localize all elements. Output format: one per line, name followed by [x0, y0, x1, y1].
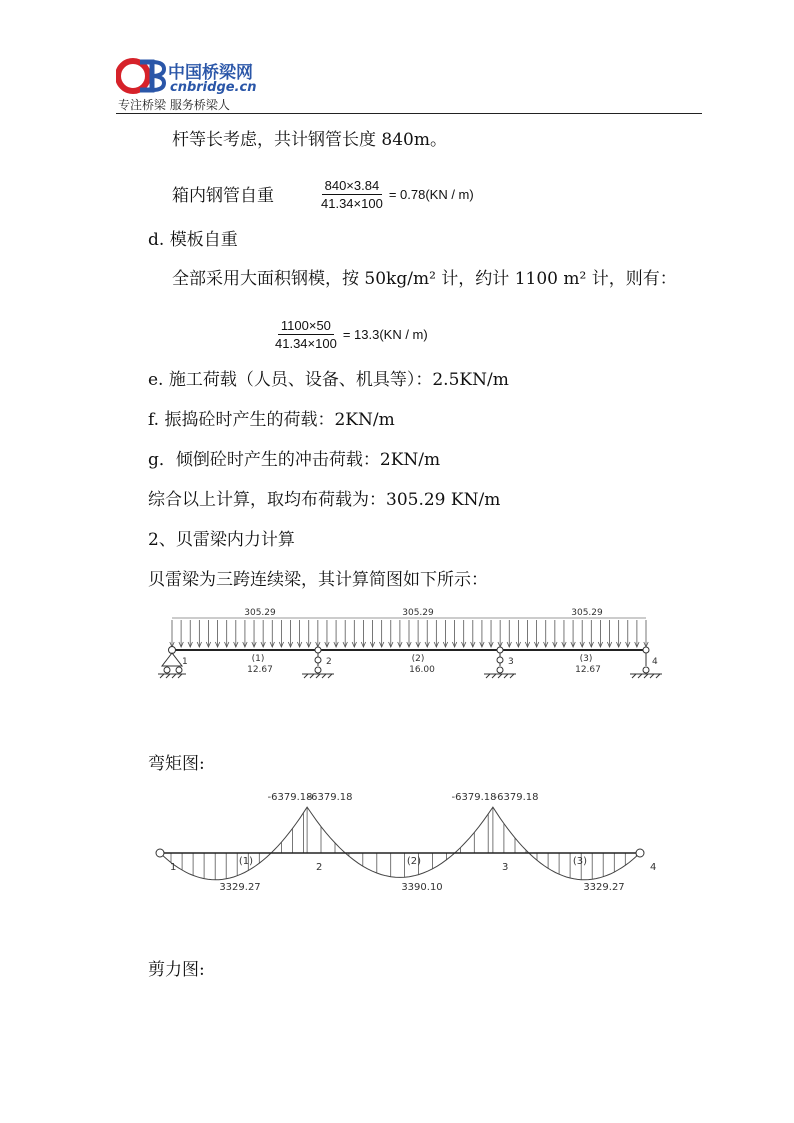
beam-description: 贝雷梁为三跨连续梁，其计算简图如下所示：	[148, 570, 488, 590]
summary-load: 综合以上计算，取均布荷载为：305.29 KN/m	[148, 490, 501, 510]
item-g: g．倾倒砼时产生的冲击荷载：2KN/m	[148, 450, 441, 470]
equation-formwork	[272, 318, 428, 351]
item-d: d. 模板自重	[148, 230, 238, 250]
eq2-denominator: 41.34×100	[275, 336, 337, 351]
load-label-3: 305.29	[571, 608, 603, 618]
moment-curve	[160, 807, 640, 880]
box-pipe-label: 箱内钢管自重	[172, 186, 274, 206]
eq1-denominator: 41.34×100	[321, 196, 383, 211]
load-label-1: 305.29	[244, 608, 276, 618]
shear-diagram-label: 剪力图:	[148, 960, 205, 980]
beam-node-3: 3	[508, 657, 514, 667]
cnbridge-logo-icon	[116, 58, 168, 94]
moment-diagram-label: 弯矩图:	[148, 754, 205, 774]
section-2-heading: 2、贝雷梁内力计算	[148, 530, 295, 550]
span-label-1: (1)	[251, 654, 265, 664]
span-length-3: 12.67	[575, 665, 601, 675]
beam-node-1: 1	[182, 657, 188, 667]
eq2-result: = 13.3(KN / m)	[342, 327, 428, 342]
moment-node-1: 1	[170, 862, 177, 873]
span-moment-label-2: 3390.10	[401, 882, 443, 893]
support-moment-label-1: -6379.18	[267, 792, 313, 803]
moment-node-1-marker	[156, 849, 164, 857]
item-f: f. 振捣砼时产生的荷载：2KN/m	[148, 410, 395, 430]
item-e: e. 施工荷载（人员、设备、机具等）：2.5KN/m	[148, 370, 509, 390]
formwork-text: 全部采用大面积钢模，按 50kg/m² 计，约计 1100 m² 计，则有：	[172, 269, 677, 289]
moment-hatch	[171, 807, 640, 880]
header-rule	[116, 113, 702, 114]
moment-node-2: 2	[316, 862, 323, 873]
load-label-2: 305.29	[402, 608, 434, 618]
line-pipe-length: 杆等长考虑，共计钢管长度 840m。	[172, 130, 447, 150]
moment-node-3: 3	[502, 862, 509, 873]
moment-node-4: 4	[650, 862, 657, 873]
beam-diagram	[150, 600, 680, 692]
load-arrows	[170, 620, 648, 647]
beam-node-4: 4	[652, 657, 658, 667]
eq1-result: = 0.78(KN / m)	[388, 187, 474, 202]
beam-node-2: 2	[326, 657, 332, 667]
logo-name: 中国桥梁网	[168, 63, 253, 83]
support-moment-label-2: -6379.18	[307, 792, 353, 803]
span-length-2: 16.00	[409, 665, 435, 675]
moment-span-label-2: (2)	[406, 856, 422, 867]
support-moment-label-4: -6379.18	[493, 792, 539, 803]
moment-span-label-1: (1)	[238, 856, 254, 867]
support-moment-label-3: -6379.18	[451, 792, 497, 803]
span-label-3: (3)	[579, 654, 593, 664]
equation-pipe-weight	[318, 178, 474, 211]
eq2-numerator: 1100×50	[278, 318, 334, 335]
span-label-2: (2)	[411, 654, 425, 664]
span-moment-label-1: 3329.27	[219, 882, 261, 893]
logo-slogan: 专注桥梁 服务桥梁人	[118, 98, 230, 112]
logo-url: cnbridge.cn	[170, 80, 257, 95]
moment-diagram	[150, 786, 670, 896]
moment-node-4-marker	[636, 849, 644, 857]
header	[0, 0, 794, 116]
moment-span-label-3: (3)	[572, 856, 588, 867]
span-moment-label-3: 3329.27	[583, 882, 625, 893]
span-length-1: 12.67	[247, 665, 273, 675]
eq1-numerator: 840×3.84	[322, 178, 383, 195]
